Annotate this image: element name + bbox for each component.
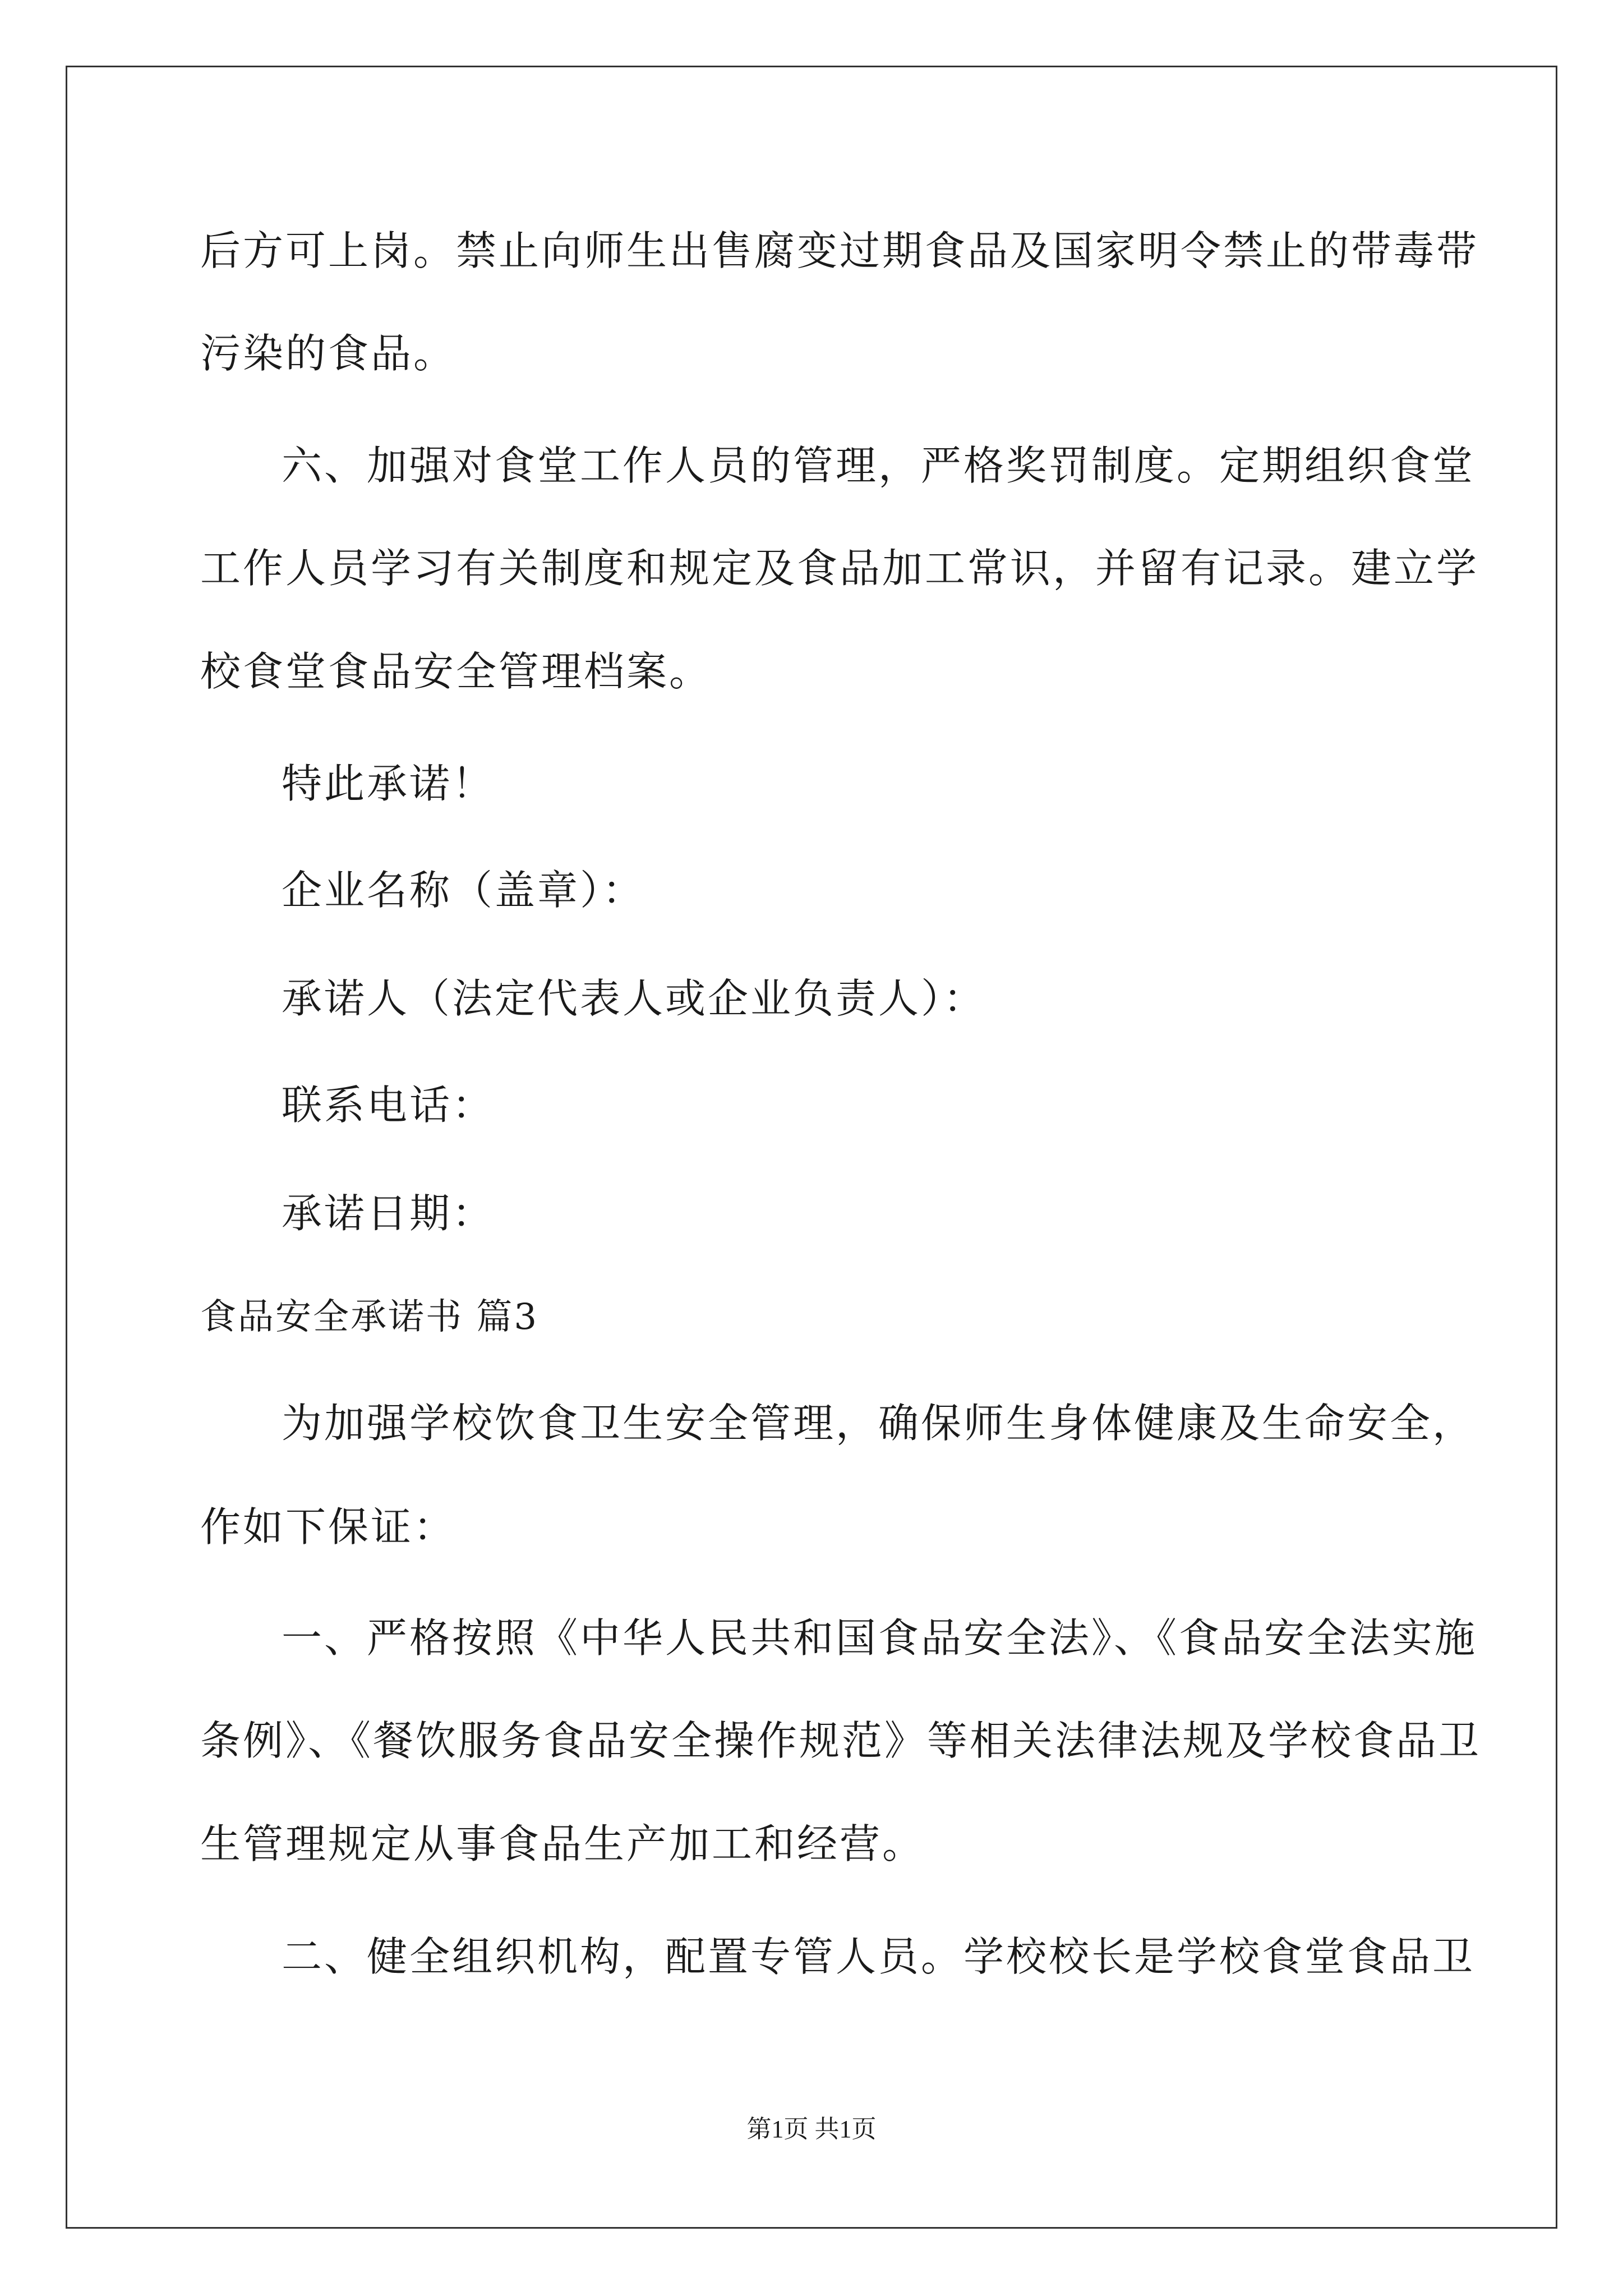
page-border: [66, 66, 1557, 2229]
pledge-closing: 特此承诺！: [282, 760, 495, 807]
paragraph-6-line-2: 工作人员学习有关制度和规定及食品加工常识，并留有记录。建立学: [200, 545, 1479, 592]
phone-field: 联系电话：: [282, 1082, 495, 1129]
item-1-line-2: 条例》、《餐饮服务食品安全操作规范》等相关法律法规及学校食品卫: [200, 1717, 1482, 1764]
company-name-field: 企业名称（盖章）：: [282, 867, 645, 914]
intro-line-1: 为加强学校饮食卫生安全管理，确保师生身体健康及生命安全，: [282, 1400, 1476, 1447]
body-line-1: 后方可上岗。禁止向师生出售腐变过期食品及国家明令禁止的带毒带: [200, 227, 1479, 274]
item-1-line-1: 一、严格按照《中华人民共和国食品安全法》、《食品安全法实施: [282, 1614, 1478, 1662]
page-footer: 第1页 共1页: [746, 2115, 877, 2143]
intro-line-2: 作如下保证：: [200, 1503, 457, 1550]
paragraph-6-line-1: 六、加强对食堂工作人员的管理，严格奖罚制度。定期组织食堂: [282, 442, 1476, 489]
date-field: 承诺日期：: [282, 1190, 495, 1237]
paragraph-6-line-3: 校食堂食品安全管理档案。: [200, 648, 712, 695]
item-1-line-3: 生管理规定从事食品生产加工和经营。: [200, 1820, 925, 1867]
item-2-line-1: 二、健全组织机构，配置专管人员。学校校长是学校食堂食品卫: [282, 1933, 1476, 1980]
pledger-field: 承诺人（法定代表人或企业负责人）：: [282, 975, 986, 1022]
body-line-2: 污染的食品。: [200, 330, 457, 377]
section-heading: 食品安全承诺书 篇3: [200, 1296, 539, 1338]
